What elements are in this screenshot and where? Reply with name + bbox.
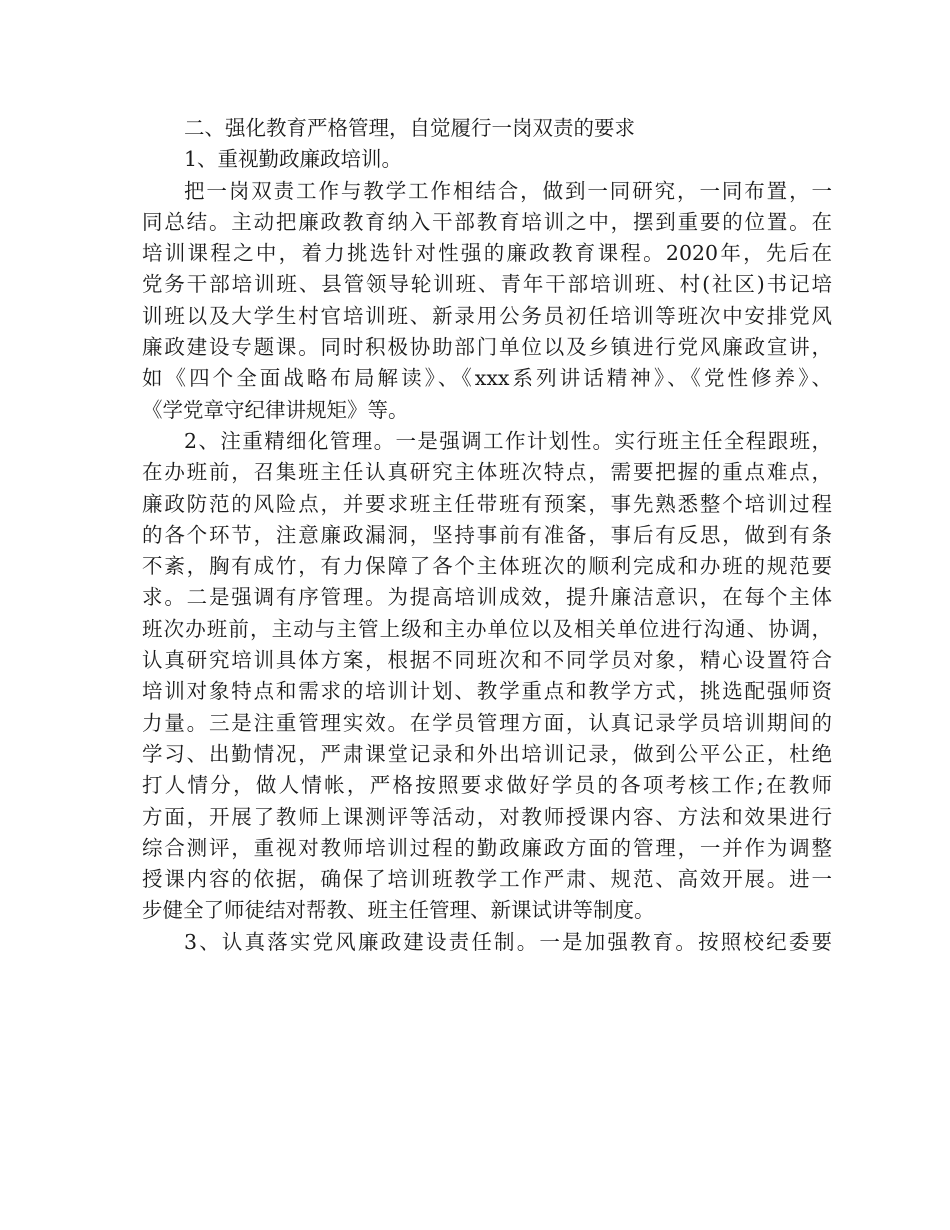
text-line: 步健全了师徒结对帮教、班主任管理、新课试讲等制度。 xyxy=(142,898,655,923)
text-line: 把一岗双责工作与教学工作相结合，做到一同研究，一同布置，一 xyxy=(184,178,832,203)
text-line: 廉政建设专题课。同时积极协助部门单位以及乡镇进行党风廉政宣讲， xyxy=(142,335,832,360)
text-line: 《学党章守纪律讲规矩》等。 xyxy=(142,397,409,422)
document-body xyxy=(142,113,832,958)
text-line: 求。二是强调有序管理。为提高培训成效，提升廉洁意识，在每个主体 xyxy=(142,585,832,610)
text-line: 在办班前，召集班主任认真研究主体班次特点，需要把握的重点难点， xyxy=(142,460,832,485)
text-line: 二、强化教育严格管理，自觉履行一岗双责的要求 xyxy=(184,116,635,140)
text-line: 培训课程之中，着力挑选针对性强的廉政教育课程。2020年，先后在 xyxy=(142,241,832,266)
text-line: 廉政防范的风险点，并要求班主任带班有预案，事先熟悉整个培训过程 xyxy=(142,491,832,516)
text-line: 如《四个全面战略布局解读》、《xxx系列讲话精神》、《党性修养》、 xyxy=(142,366,832,391)
text-line: 3、认真落实党风廉政建设责任制。一是加强教育。按照校纪委要 xyxy=(184,929,832,954)
text-line: 认真研究培训具体方案，根据不同班次和不同学员对象，精心设置符合 xyxy=(142,648,832,673)
text-line: 不紊，胸有成竹，有力保障了各个主体班次的顺利完成和办班的规范要 xyxy=(142,554,832,579)
text-line: 综合测评，重视对教师培训过程的勤政廉政方面的管理，一并作为调整 xyxy=(142,835,832,860)
text-line: 2、注重精细化管理。一是强调工作计划性。实行班主任全程跟班， xyxy=(184,428,832,453)
text-line: 授课内容的依据，确保了培训班教学工作严肃、规范、高效开展。进一 xyxy=(142,867,832,892)
text-line: 同总结。主动把廉政教育纳入干部教育培训之中，摆到重要的位置。在 xyxy=(142,209,832,234)
text-line: 党务干部培训班、县管领导轮训班、青年干部培训班、村(社区)书记培 xyxy=(142,272,832,297)
text-line: 的各个环节，注意廉政漏洞，坚持事前有准备，事后有反思，做到有条 xyxy=(142,522,832,547)
text-line: 方面，开展了教师上课测评等活动，对教师授课内容、方法和效果进行 xyxy=(142,804,832,829)
text-line: 学习、出勤情况，严肃课堂记录和外出培训记录，做到公平公正，杜绝 xyxy=(142,741,832,766)
text-line: 班次办班前，主动与主管上级和主办单位以及相关单位进行沟通、协调， xyxy=(142,616,832,641)
text-line: 训班以及大学生村官培训班、新录用公务员初任培训等班次中安排党风 xyxy=(142,303,832,328)
text-line: 培训对象特点和需求的培训计划、教学重点和教学方式，挑选配强师资 xyxy=(142,679,832,704)
text-line: 力量。三是注重管理实效。在学员管理方面，认真记录学员培训期间的 xyxy=(142,710,832,735)
text-line: 1、重视勤政廉政培训。 xyxy=(184,147,403,172)
text-line: 打人情分，做人情帐，严格按照要求做好学员的各项考核工作;在教师 xyxy=(142,773,832,798)
